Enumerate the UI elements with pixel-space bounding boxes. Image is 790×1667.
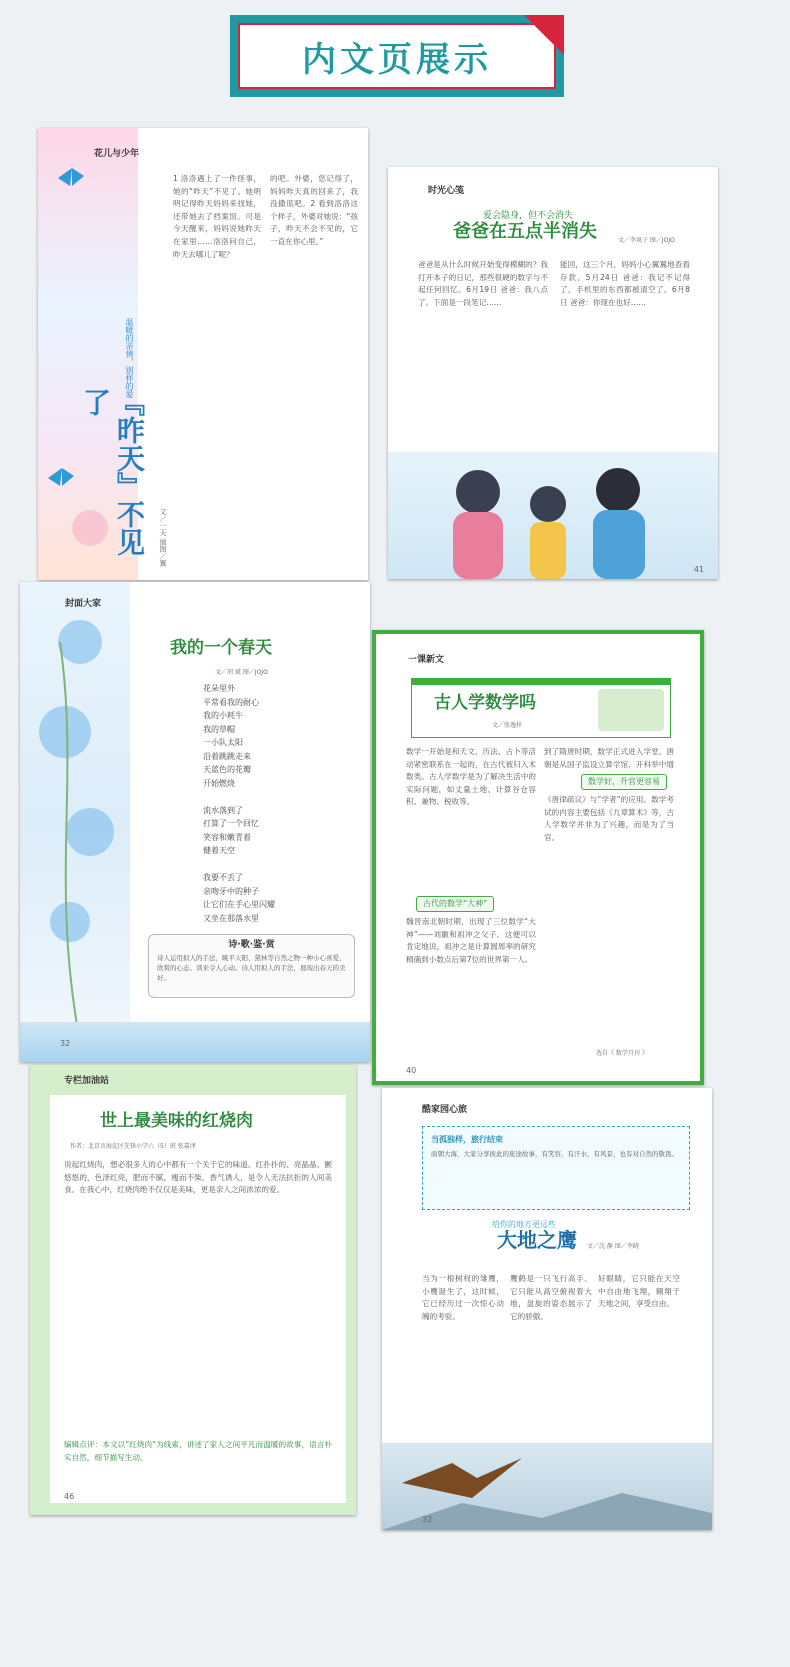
page1-header: 花儿与少年 xyxy=(94,149,140,159)
page6-number: 32 xyxy=(422,1515,433,1524)
page5-number: 46 xyxy=(64,1492,75,1501)
page2-author: 文／李岚子 图／JOJO xyxy=(618,237,675,244)
page2-header: 时光心笺 xyxy=(428,186,465,196)
poem-line: 又坐在那落水里 xyxy=(203,913,259,923)
page3-flower-illustration xyxy=(20,582,130,1062)
page6-box-title: 当孤独样，旅行结束 xyxy=(431,1135,503,1144)
page3-author: 文／胡 斌 图／JOJO xyxy=(215,669,268,676)
page6-column-2: 鹰鹤是一只飞行高手。它只能从高空俯视着大地，盘旋的姿态展示了它的骄傲。 xyxy=(510,1274,592,1321)
poem-line: 天蓝色的花瓣 xyxy=(203,765,251,774)
poem-line: 开始燃烧 xyxy=(203,778,235,788)
page1-subtitle: 温暖的亲情，别样的爱 xyxy=(125,318,134,398)
page6-title: 大地之鹰 xyxy=(497,1228,577,1252)
page-preview-5 xyxy=(30,1065,356,1515)
poem-line xyxy=(203,858,275,872)
page4-column-2: 《唐律疏议》与“学者”的应用。数学考试的内容主要包括《九章算术》等，古人学数学并非为了兴趣，而是为了当官。 xyxy=(544,795,674,842)
page1-column-1: 1 洛洛遇上了一件怪事，她的“昨天”不见了。她明明记得昨天妈妈来找她，还带她去了档案馆。可是今天醒来，妈妈说她昨天在家里……洛洛问自己，昨天去哪儿了呢？ xyxy=(173,174,261,259)
poem-line: 亲吻牙中的种子 xyxy=(203,886,259,896)
page2-family-illustration xyxy=(388,452,718,579)
page-preview-4 xyxy=(372,630,704,1085)
page3-number: 32 xyxy=(60,1039,71,1048)
page4-reading-illustration xyxy=(598,689,664,731)
page6-column-1: 当为一根树杈的雏鹰，小鹰诞生了，这时候，它已经历过一次惊心动魄的考验。 xyxy=(422,1274,504,1321)
banner-title: 内文页展示 xyxy=(302,39,492,80)
page2-column-1: 爸爸是从什么时候开始变得模糊的？我打开本子的日记，那些很硬的数字与不起任何回忆。6月19日 爸爸：我八点了。下面是一段笔记…… xyxy=(418,260,548,307)
page5-header: 专栏加油站 xyxy=(64,1076,110,1086)
poem-line: 我的草帽 xyxy=(203,724,235,734)
page5-content-card xyxy=(50,1095,346,1503)
page-preview-2 xyxy=(388,167,718,579)
poem-line: 花朵里外 xyxy=(203,684,235,693)
page6-kicker: 给你的地方更远些 xyxy=(492,1220,556,1229)
page5-review: 编辑点评：本文以“红烧肉”为线索，讲述了家人之间平凡而温暖的故事，语言朴实自然，细节描写生动。 xyxy=(64,1440,332,1462)
poem-line: 一小队太阳 xyxy=(203,738,243,747)
page2-number: 41 xyxy=(693,565,704,574)
page2-column-2: 能回，这三个月，妈妈小心翼翼地查看存款。5月24日 爸爸：我记不记得了，手机里的东西都被清空了。6月8日 爸爸：你现在也好…… xyxy=(560,260,690,307)
page-preview-1 xyxy=(38,128,368,580)
poem-line xyxy=(203,790,275,804)
poem-line: 我要不丢了 xyxy=(203,873,243,882)
page3-sea-illustration xyxy=(20,1022,370,1062)
page4-source: 选自《 数学月刊 》 xyxy=(596,1050,648,1057)
poem-line: 让它们在手心里闪耀 xyxy=(203,900,275,909)
page6-author: 文／沈 静 图／李晓 xyxy=(587,1243,639,1250)
poem-line: 打算了一个回忆 xyxy=(203,819,259,828)
page4-column-2-top: 到了隋唐时期，数学正式进入学堂。唐朝是从国子监设立算学馆，开科举中增 xyxy=(544,747,674,769)
page6-header: 酷家园心旅 xyxy=(422,1105,468,1115)
page4-badge-2: 数学好，升官更容易 xyxy=(581,774,667,790)
page4-number: 40 xyxy=(406,1066,417,1075)
page3-title: 我的一个春天 xyxy=(170,638,272,658)
page1-title: 『昨天』不见了 xyxy=(79,388,146,556)
page6-box-text: 面朝大海，大家分享彼此的旅途故事，有笑容，有汗水，有风景，也有对自然的敬畏。 xyxy=(431,1150,678,1158)
poem-line: 平常看我的耐心 xyxy=(203,697,259,707)
page4-author: 文／张逸梓 xyxy=(492,722,523,729)
page-preview-6 xyxy=(382,1088,712,1530)
poem-line: 笑容和嫩青着 xyxy=(203,832,251,842)
poem-line: 我的小耗牛 xyxy=(203,711,243,720)
page3-note-title: 诗·歌·鉴·赏 xyxy=(228,940,275,950)
banner xyxy=(230,15,564,97)
page5-title: 世上最美味的红烧肉 xyxy=(100,1111,253,1131)
page-preview-3 xyxy=(20,582,370,1062)
banner-corner xyxy=(524,15,564,55)
page3-note-text: 诗人运用拟人的手法，眺平天阳、黛林等自然之物一种小心喜爱、欣赏的心态。读来令人心动。诗人用拟人的手法，展现出春天的美好。 xyxy=(157,954,346,982)
page3-header: 封面大家 xyxy=(65,599,102,609)
page1-author: 文／一天 插图／翼 xyxy=(159,508,167,567)
page2-title: 爸爸在五点半消失 xyxy=(453,221,597,242)
page6-info-box xyxy=(422,1126,690,1210)
page2-kicker: 爱会隐身，但不会消失 xyxy=(483,211,574,221)
poem-line: 沿着跳跳走来 xyxy=(203,751,251,761)
page4-badge-1: 古代的数学“大神” xyxy=(416,896,494,912)
poem-line: 健着天空 xyxy=(203,846,235,855)
page4-title-bar xyxy=(412,679,670,685)
page5-body: 说起红烧肉，想必很多人的心中都有一个关于它的味道。红扑扑的、亮晶晶、颤悠悠的，色泽红亮，肥而不腻，瘦而不柴，香气诱人，是令人无法抗拒的人间美食。在我心中，红烧肉绝不仅仅是美味，更是亲人之间浓浓的爱。 xyxy=(64,1160,332,1195)
page4-title-box xyxy=(411,678,671,738)
page4-column-1: 数学一开始是和天文、历法、占卜等活动紧密联系在一起的，在古代被归入术数类。古人学数学是为了解决生活中的实际问题，如丈量土地、计算谷仓容积、兼物、税收等。 xyxy=(406,747,536,807)
page4-title: 古人学数学吗 xyxy=(434,693,536,713)
page5-author: 作者：北京市海淀区先锋小学六（5）班 张嘉泽 xyxy=(70,1143,196,1150)
page6-column-3: 好眼睛，它只能在天空中自由地飞翔，翱翔于天地之间，享受自由。 xyxy=(598,1274,680,1309)
banner-frame xyxy=(238,23,556,89)
poem-line: 流水落到了 xyxy=(203,805,243,815)
page4-column-1b: 魏晋南北朝时期，出现了三位数学“大神”——刘徽和祖冲之父子。这便可以肯定地说，祖冲之是计算圆周率的研究精确到小数点后第7位的世界第一人。 xyxy=(406,917,536,964)
page3-poem xyxy=(203,682,275,925)
page3-appreciation-box xyxy=(148,934,355,998)
page1-column-2: 的吧。外婆，您记得了，妈妈昨天真的回来了，我没撒谎吧。2 看到洛洛这个样子，外婆对她说：“孩子，昨天不会不见的，它一直在你心里。” xyxy=(270,174,358,246)
page4-header: 一课新文 xyxy=(408,655,445,665)
